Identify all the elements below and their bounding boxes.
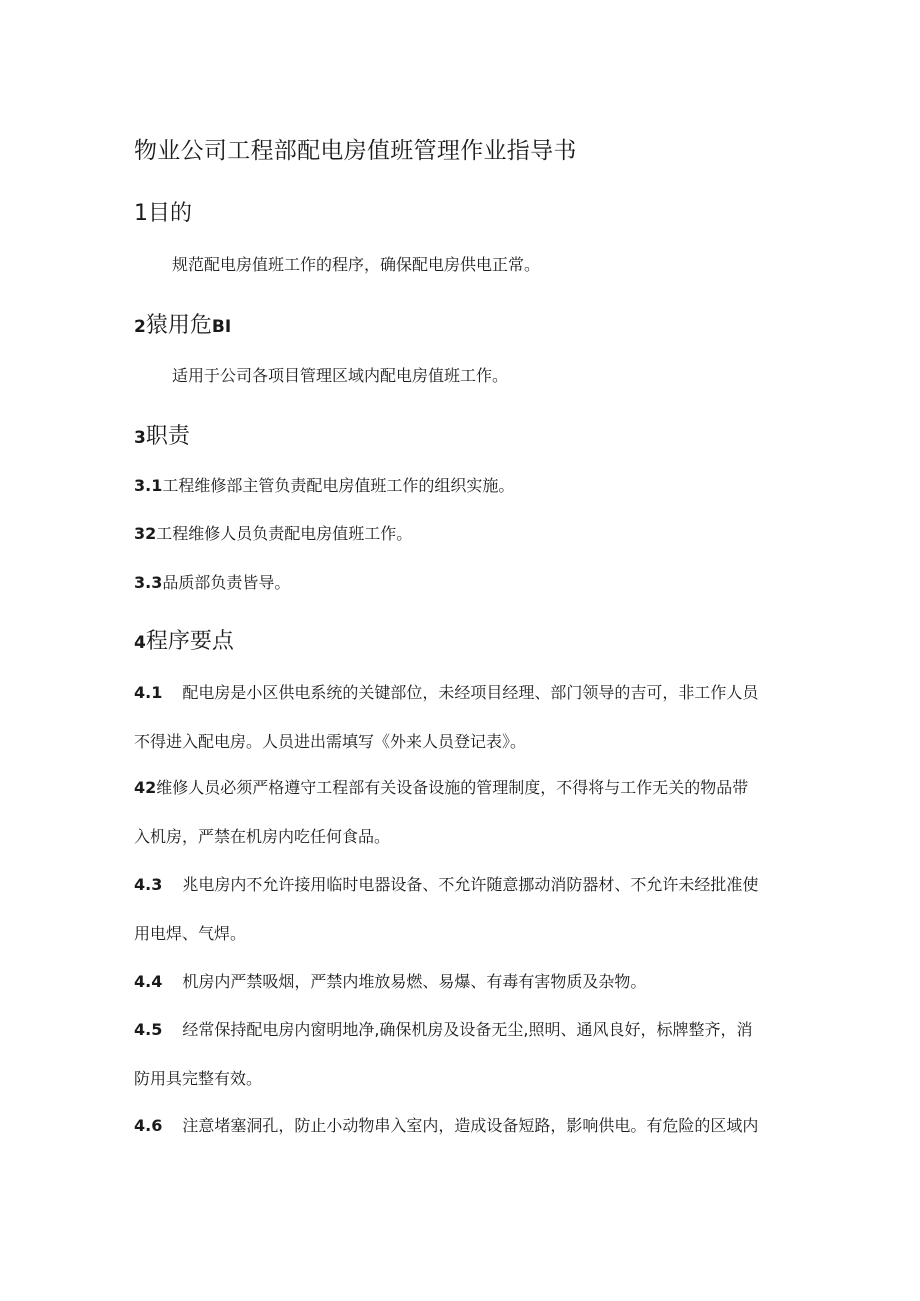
item-number: 42 — [134, 778, 157, 797]
item-text-line: 配电房是小区供电系统的关键部位，未经项目经理、部门领导的吉可，非工作人员 — [182, 683, 759, 702]
document-title: 物业公司工程部配电房值班管理作业指导书 — [134, 138, 577, 164]
section-3-item — [134, 526, 412, 542]
section-3-item — [134, 478, 514, 494]
section-3-item — [134, 575, 290, 591]
section-1-heading: 1目的 — [134, 201, 192, 226]
item-text: 工程维修部主管负责配电房值班工作的组织实施。 — [162, 476, 515, 495]
item-text-line: 兆电房内不允许接用临时电器设备、不允许随意挪动消防器材、不允许未经批准使 — [182, 875, 759, 894]
section-4-item — [134, 780, 748, 796]
section-4-item — [134, 974, 646, 990]
section-3-heading — [134, 426, 190, 448]
item-number: 4.1 — [134, 683, 163, 702]
section-3-number: 3 — [134, 428, 146, 448]
section-2-heading — [134, 315, 231, 337]
section-4-number: 4 — [134, 633, 146, 653]
section-2-title: 猿用危 — [145, 313, 212, 338]
item-number: 4.5 — [134, 1020, 163, 1039]
item-number: 4.3 — [134, 875, 163, 894]
section-1-text: 规范配电房值班工作的程序，确保配电房供电正常。 — [172, 255, 541, 274]
item-text-line: 维修人员必须严格遵守工程部有关设备设施的管理制度，不得将与工作无关的物品带 — [156, 778, 749, 797]
item-number: 3.1 — [134, 476, 163, 495]
section-4-item — [134, 1022, 753, 1038]
section-3-title: 职责 — [145, 424, 190, 449]
section-4-heading — [134, 631, 234, 653]
item-text-line: 机房内严禁吸烟，严禁内堆放易燃、易爆、有毒有害物质及杂物。 — [182, 972, 647, 991]
section-2-number: 2 — [134, 317, 146, 337]
item-number: 4.4 — [134, 972, 163, 991]
section-2-text: 适用于公司各项目管理区域内配电房值班工作。 — [172, 366, 509, 385]
item-number: 32 — [134, 524, 157, 543]
item-text-line: 注意堵塞洞孔，防止小动物串入室内，造成设备短路，影响供电。有危险的区域内 — [182, 1116, 759, 1135]
item-number: 3.3 — [134, 573, 163, 592]
item-continuation: 不得进入配电房。人员进出需填写《外来人员登记表》。 — [134, 732, 527, 751]
item-text: 品质部负责皆导。 — [162, 573, 291, 592]
item-continuation: 用电焊、气焊。 — [134, 924, 247, 943]
section-4-item — [134, 877, 758, 893]
section-4-item — [134, 1118, 758, 1134]
section-2-title-tail: BI — [211, 317, 232, 337]
item-number: 4.6 — [134, 1116, 163, 1135]
section-4-title: 程序要点 — [145, 629, 234, 654]
item-continuation: 防用具完整有效。 — [134, 1069, 263, 1088]
section-4-item — [134, 685, 758, 701]
item-text: 工程维修人员负责配电房值班工作。 — [156, 524, 413, 543]
item-continuation: 入机房，严禁在机房内吃任何食品。 — [134, 827, 391, 846]
item-text-line: 经常保持配电房内窗明地净,确保机房及设备无尘,照明、通风良好，标牌整齐，消 — [182, 1020, 753, 1039]
